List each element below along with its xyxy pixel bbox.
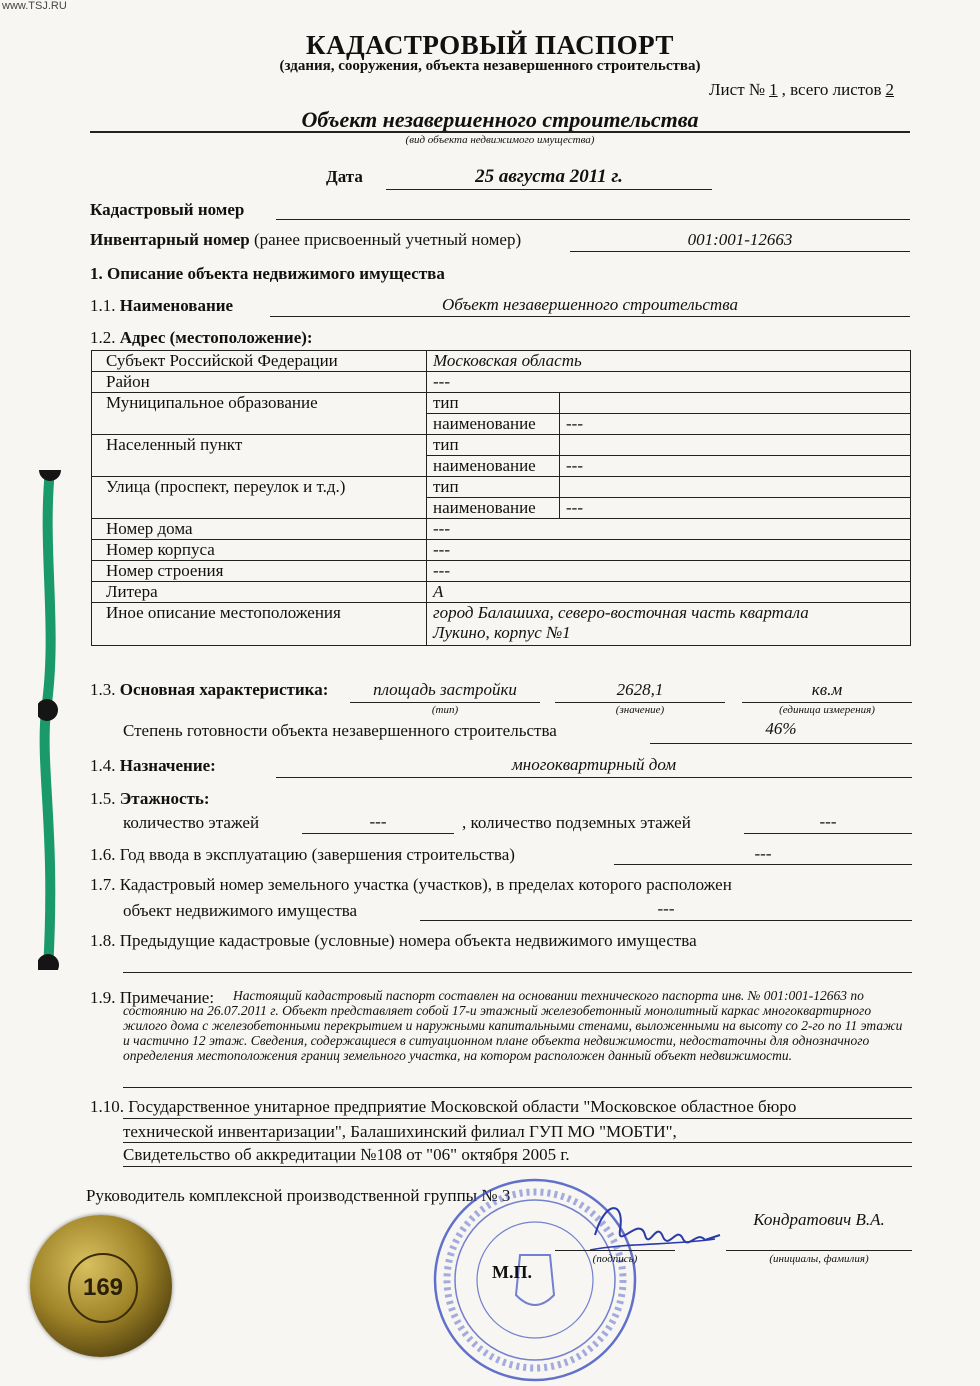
inventory-number-label: Инвентарный номер (ранее присвоенный учетный номер) bbox=[90, 230, 522, 249]
street-name-label: наименование bbox=[427, 498, 560, 519]
section-1-title: 1. Описание объекта недвижимого имущества bbox=[90, 264, 445, 283]
org-line-1: 1.10. Государственное унитарное предприятие Московской области "Московское областное бюро bbox=[90, 1097, 797, 1116]
district-label: Район bbox=[92, 372, 427, 393]
purpose-value: многоквартирный дом bbox=[511, 755, 677, 774]
object-type-value: Объект незавершенного строительства bbox=[301, 107, 699, 132]
sheets-total: 2 bbox=[885, 80, 894, 99]
locality-type-value bbox=[560, 435, 911, 456]
street-label: Улица (проспект, переулок и т.д.) bbox=[92, 477, 427, 519]
building-label: Номер строения bbox=[92, 561, 427, 582]
house-value: --- bbox=[427, 519, 911, 540]
land-value: --- bbox=[657, 899, 675, 918]
sheet-info: Лист № 1 , всего листов 2 bbox=[709, 80, 898, 100]
municipal-name-label: наименование bbox=[427, 414, 560, 435]
main-char-label: 1.3. Основная характеристика: bbox=[90, 680, 329, 699]
signer-position: Руководитель комплексной производственной группы № 3 bbox=[86, 1186, 511, 1205]
gold-seal-number: 169 bbox=[68, 1253, 138, 1323]
purpose-label: 1.4. Назначение: bbox=[90, 756, 216, 775]
other-location-label: Иное описание местоположения bbox=[92, 603, 427, 646]
street-name-value: --- bbox=[560, 498, 911, 519]
sheet-number: 1 bbox=[769, 80, 778, 99]
name-caption: (инициалы, фамилия) bbox=[769, 1253, 869, 1265]
main-char-type-caption: (тип) bbox=[431, 704, 459, 716]
locality-label: Населенный пункт bbox=[92, 435, 427, 477]
note-label: 1.9. Примечание: bbox=[90, 988, 215, 1007]
litera-value: А bbox=[427, 582, 911, 603]
land-label-2: объект недвижимого имущества bbox=[123, 901, 358, 920]
year-label: 1.6. Год ввода в эксплуатацию (завершения строительства) bbox=[90, 845, 515, 864]
document-subtitle: (здания, сооружения, объекта незавершенного строительства) bbox=[279, 58, 701, 74]
ribbon-binding bbox=[38, 470, 64, 970]
locality-name-value: --- bbox=[560, 456, 911, 477]
cadastral-number-label: Кадастровый номер bbox=[90, 200, 245, 219]
street-type-value bbox=[560, 477, 911, 498]
object-type-caption: (вид объекта недвижимого имущества) bbox=[405, 134, 595, 146]
main-char-unit-caption: (единица измерения) bbox=[779, 704, 875, 716]
subject-value: Московская область bbox=[427, 351, 911, 372]
street-type-label: тип bbox=[427, 477, 560, 498]
district-value: --- bbox=[427, 372, 911, 393]
locality-name-label: наименование bbox=[427, 456, 560, 477]
date-label: Дата bbox=[326, 167, 363, 186]
main-char-unit: кв.м bbox=[811, 680, 843, 699]
subject-label: Субъект Российской Федерации bbox=[92, 351, 427, 372]
floors-label: 1.5. Этажность: bbox=[90, 789, 210, 808]
stamp-place-mark: М.П. bbox=[492, 1262, 532, 1282]
municipal-label: Муниципальное образование bbox=[92, 393, 427, 435]
year-value: --- bbox=[754, 844, 772, 863]
readiness-value: 46% bbox=[765, 719, 797, 738]
underground-label: , количество подземных этажей bbox=[462, 813, 691, 832]
main-char-value: 2628,1 bbox=[616, 680, 664, 699]
korpus-label: Номер корпуса bbox=[92, 540, 427, 561]
note-text: Настоящий кадастровый паспорт составлен на основании технического паспорта инв. № 001:001-12663 по состоянию на 26.07.2011 г. Объект представляет собой 17-и этажный железобетонный монолитный каркас многоквартирного жилого дома с железобетонными перекрытием и наружными капитальными стенами, выложенными на высоту со 2-го по 11 этажи и частично 12 этаж. Сведения, содержащиеся в ситуационном плане объекта недвижимости, недостаточны для однозначного определения местоположения границ земельного участка, на котором расположен данный объект недвижимости. bbox=[123, 988, 903, 1063]
org-line-2: технической инвентаризации", Балашихинский филиал ГУП МО "МОБТИ", bbox=[123, 1122, 677, 1141]
address-label: 1.2. Адрес (местоположение): bbox=[90, 328, 313, 347]
floors-count-label: количество этажей bbox=[123, 813, 260, 832]
readiness-label: Степень готовности объекта незавершенного строительства bbox=[123, 721, 557, 740]
municipal-type-label: тип bbox=[427, 393, 560, 414]
gold-seal bbox=[30, 1215, 172, 1357]
address-table bbox=[91, 350, 911, 646]
locality-type-label: тип bbox=[427, 435, 560, 456]
name-label: 1.1. Наименование bbox=[90, 296, 234, 315]
litera-label: Литера bbox=[92, 582, 427, 603]
main-char-value-caption: (значение) bbox=[615, 704, 665, 716]
watermark: www.TSJ.RU bbox=[2, 0, 67, 12]
main-char-type: площадь застройки bbox=[373, 680, 517, 699]
municipal-name-value: --- bbox=[560, 414, 911, 435]
land-label: 1.7. Кадастровый номер земельного участка (участков), в пределах которого расположен bbox=[90, 875, 732, 894]
municipal-type-value bbox=[560, 393, 911, 414]
name-value: Объект незавершенного строительства bbox=[442, 295, 738, 314]
org-line-3: Свидетельство об аккредитации №108 от "06" октября 2005 г. bbox=[123, 1145, 570, 1164]
house-label: Номер дома bbox=[92, 519, 427, 540]
underground-value: --- bbox=[819, 812, 837, 831]
floors-count-value: --- bbox=[369, 812, 387, 831]
building-value: --- bbox=[427, 561, 911, 582]
sign-caption: (подпись) bbox=[592, 1253, 638, 1265]
korpus-value: --- bbox=[427, 540, 911, 561]
inventory-number-value: 001:001-12663 bbox=[687, 230, 793, 249]
date-value: 25 августа 2011 г. bbox=[475, 166, 623, 187]
signer-name: Кондратович В.А. bbox=[753, 1210, 885, 1229]
other-location-value: город Балашиха, северо-восточная часть квартала Лукино, корпус №1 bbox=[427, 603, 911, 646]
document-title: КАДАСТРОВЫЙ ПАСПОРТ bbox=[306, 30, 674, 60]
previous-label: 1.8. Предыдущие кадастровые (условные) номера объекта недвижимого имущества bbox=[90, 931, 697, 950]
